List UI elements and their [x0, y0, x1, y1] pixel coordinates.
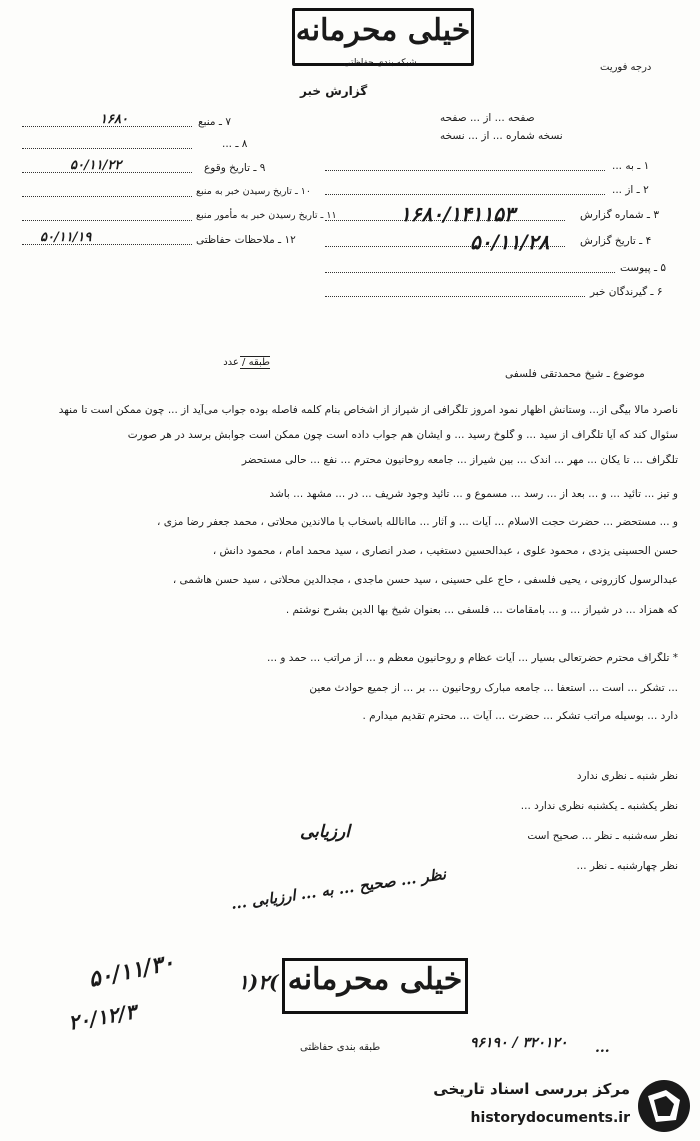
evaluation-line: نظر یکشنبه ـ یکشنبه نظری ندارد ...: [520, 800, 678, 812]
left-field-label: ۱۰ ـ تاریخ رسیدن خبر به منبع: [196, 186, 311, 197]
body-line: تلگراف ... تا یکان ... مهر ... اندک ... بین شیراز ... جامعه روحانیون محترم ... نفع ... حالی مستحضر: [241, 454, 678, 466]
body-line: دارد ... بوسیله مراتب تشکر ... حضرت ... آیات ... محترم تقدیم میدارم .: [362, 710, 678, 722]
left-handwritten-date: ۲۰/۱۲/۳: [66, 999, 138, 1035]
right-field-label: ۵ ـ پیوست: [620, 262, 667, 274]
left-field-label: ۸ ـ ...: [222, 138, 248, 150]
evaluation-line: نظر چهارشنبه ـ نظر ...: [576, 860, 678, 872]
bottom-stamp-subtitle: طبقه بندی حفاظتی: [300, 1042, 381, 1053]
right-field-label: صفحه ... از ... صفحه: [440, 112, 535, 124]
report-date-value: ۵۰/۱۱/۲۸: [470, 230, 550, 254]
watermark-url: historydocuments.ir: [470, 1110, 630, 1126]
right-field-label: ۱ ـ به ...: [612, 160, 650, 172]
left-field-label: ۷ ـ منبع: [198, 116, 231, 128]
bottom-numbers: ۹۶۱۹۰ / ۳۲۰۱۲۰: [470, 1035, 568, 1051]
handwritten-note: ارزیابی: [300, 822, 350, 842]
urgency-label: درجه فوریت: [600, 62, 652, 73]
body-line: که همزاد ... در شیراز ... و ... بامقامات ... فلسفی ... بعنوان شیخ بها الدین بشرح نوشتم .: [285, 604, 678, 616]
left-field-value: ۱۶۸۰: [100, 112, 128, 127]
body-line: ... تشکر ... است ... استعفا ... جامعه مبارک روحانیون ... بر ... از جمیع حوادث معین: [309, 682, 678, 694]
evaluation-line: نظر سه‌شنبه ـ نظر ... صحیح است: [527, 830, 678, 842]
body-line: حسن الحسینی یزدی ، محمود علوی ، عبدالحسین دستغیب ، صدر انصاری ، سید محمد امام ، محمود دانش ،: [212, 545, 678, 557]
right-field-label: ۶ ـ گیرندگان خبر: [590, 286, 663, 298]
bottom-stamp-text: خیلی محرمانه: [287, 962, 463, 997]
left-handwritten-signature: ۵۰/۱۱/۳۰: [86, 949, 177, 993]
evaluation-line: نظر شنبه ـ نظری ندارد: [576, 770, 678, 782]
right-field-label: نسخه شماره ... از ... نسخه: [440, 130, 563, 142]
body-line: و ... مستحضر ... حضرت حجت الاسلام ... آیات ... و آثار ... ماانالله باسخاب با مالاندین محلاتی ، محمد جعفر رضا مزی ،: [157, 516, 678, 528]
right-field-label: ۴ ـ تاریخ گزارش: [580, 235, 652, 247]
watermark-name: مرکز بررسی اسناد تاریخی: [433, 1080, 630, 1098]
body-line: عبدالرسول کازرونی ، یحیی فلسفی ، حاج علی حسینی ، سید حسن ماجدی ، مجدالدین محلاتی ، سید حسن هاشمی ،: [172, 574, 678, 586]
body-line: ناصرد مالا بیگی از... وستانش اظهار نمود امروز تلگرافی از شیراز از اشخاص بنام کلمه فاصله بوده جواب می‌آید از ... چون ممکن است تا منهد: [58, 404, 678, 416]
right-field-label: ۳ ـ شماره گزارش: [580, 209, 659, 221]
watermark-logo: [405, 1074, 700, 1141]
handwritten-note: نظر ... صحیح ... به ... ارزیابی ...: [229, 864, 448, 914]
top-stamp-subtitle: شبکه بندی حفاظتی: [343, 58, 417, 68]
handwritten-note: ...: [595, 1040, 610, 1056]
left-field-value: ۵۰/۱۱/۱۹: [40, 230, 92, 245]
left-field-label: ۱۱ ـ تاریخ رسیدن خبر به مأمور منبع: [196, 210, 337, 221]
report-title: گزارش خبر: [300, 84, 368, 98]
body-line: سئوال کند که آیا تلگراف از سید ... و گلوخ رسید ... و ایشان هم جواب داده است چون ممکن است جوابش برسد در هر صورت: [127, 429, 678, 441]
body-line: و تیز ... تائید ... و ... بعد از ... رسد ... مسموع و ... تائید وجود شریف ... در ... مشهد ... باشد: [269, 488, 678, 500]
left-field-label: ۱۲ ـ ملاحظات حفاظتی: [196, 234, 296, 246]
left-field-value: ۵۰/۱۱/۲۲: [70, 158, 122, 173]
bottom-stamp-side-mark: ۱)۲(: [238, 970, 279, 994]
archive-logo-icon: [636, 1078, 692, 1134]
subject-line: موضوع ـ شیخ محمدتقی فلسفی: [505, 368, 645, 380]
top-stamp-text: خیلی محرمانه: [295, 13, 471, 48]
report-number-value: ۱۶۸۰/۱۴۱۱۵۳: [400, 202, 515, 226]
body-line: * تلگراف محترم حضرتعالی بسیار ... آیات عظام و روحانیون معظم و ... از مراتب ... حمد و ...: [267, 652, 678, 664]
left-field-label: ۹ ـ تاریخ وقوع: [204, 162, 266, 174]
right-field-label: ۲ ـ از ...: [612, 184, 649, 196]
bottom-classification-stamp: [282, 958, 468, 1014]
margin-note: طبقه / عدد: [223, 357, 270, 368]
